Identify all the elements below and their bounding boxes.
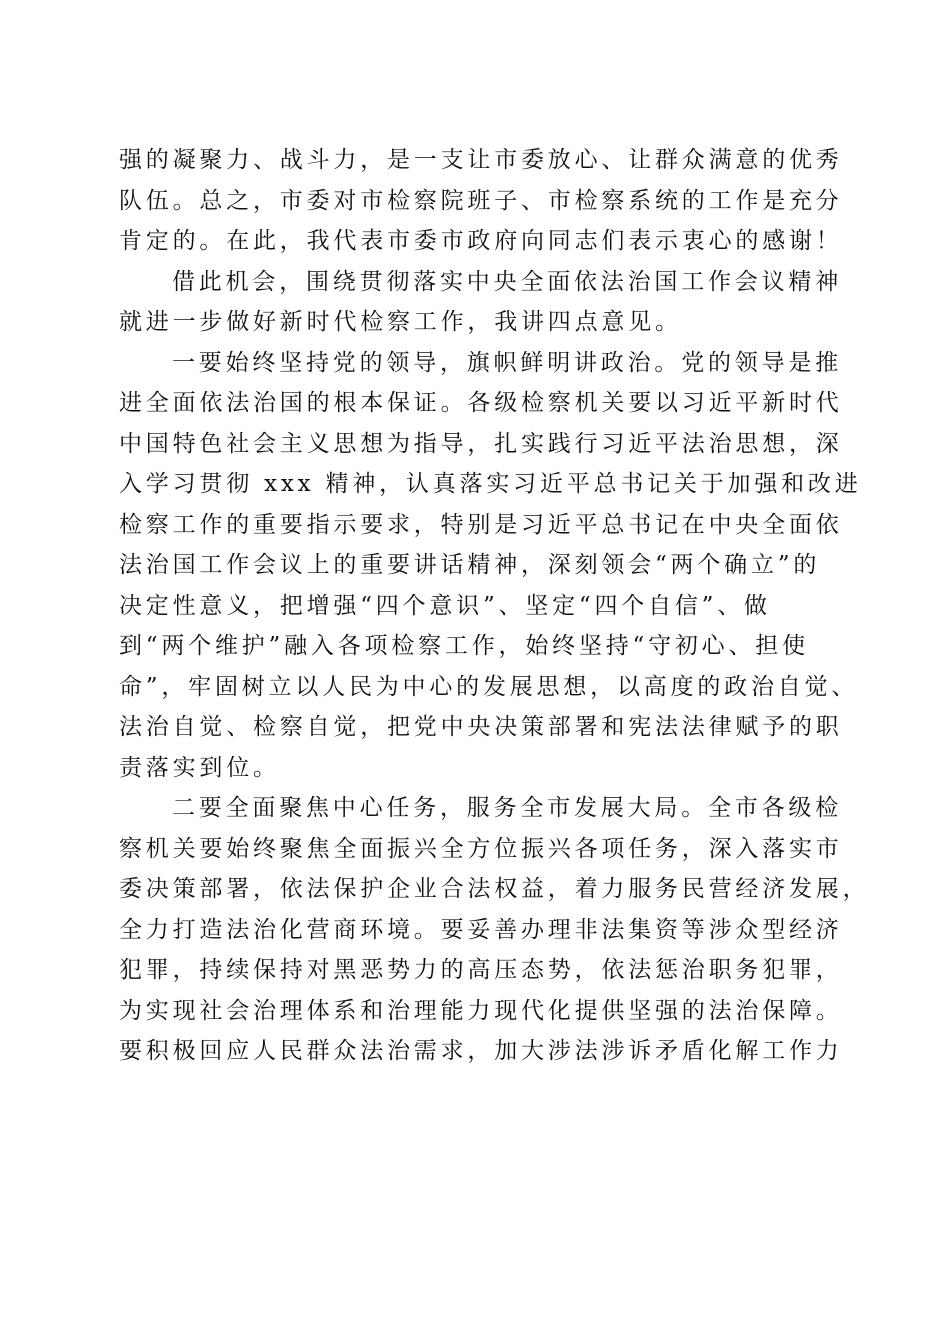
text-line-17: 二要全面聚焦中心任务，服务全市发展大局。全市各级检 [172, 795, 842, 821]
text-line-21: 犯罪，持续保持对黑恶势力的高压态势，依法惩治职务犯罪， [119, 957, 843, 983]
text-line-18: 察机关要始终聚焦全面振兴全方位振兴各项任务，深入落实市 [119, 835, 843, 862]
text-line-7: 进全面依法治国的根本保证。各级检察机关要以习近平新时代 [119, 390, 843, 416]
text-line-4: 借此机会，围绕贯彻落实中央全面依法治国工作会议精神 [172, 268, 842, 295]
text-line-10: 检察工作的重要指示要求，特别是习近平总书记在中央全面依 [119, 511, 843, 538]
text-line-15: 法治自觉、检察自觉，把党中央决策部署和宪法法律赋予的职 [119, 714, 843, 740]
text-line-13: 到“两个维护”融入各项检察工作，始终坚持“守初心、担使 [119, 633, 809, 659]
text-line-9: 入学习贯彻 xxx 精神，认真落实习近平总书记关于加强和改进 [119, 471, 862, 497]
text-line-11: 法治国工作会议上的重要讲话精神，深刻领会“两个确立”的 [119, 552, 821, 578]
text-line-23: 要积极回应人民群众法治需求，加大涉法涉诉矛盾化解工作力 [119, 1038, 843, 1064]
text-line-12: 决定性意义，把增强“四个意识”、坚定“四个自信”、做 [119, 592, 771, 619]
text-line-6: 一要始终坚持党的领导，旗帜鲜明讲政治。党的领导是推 [172, 349, 842, 376]
text-line-8: 中国特色社会主义思想为指导，扎实践行习近平法治思想，深 [119, 430, 843, 457]
text-line-14: 命”，牢固树立以人民为中心的发展思想，以高度的政治自觉、 [119, 673, 859, 700]
text-line-1: 强的凝聚力、战斗力，是一支让市委放心、让群众满意的优秀 [119, 147, 843, 173]
text-line-20: 全力打造法治化营商环境。要妥善办理非法集资等涉众型经济 [119, 916, 843, 943]
document-body [119, 140, 870, 1072]
text-line-3: 肯定的。在此，我代表市委市政府向同志们表示衷心的感谢！ [119, 228, 843, 254]
text-line-5: 就进一步做好新时代检察工作，我讲四点意见。 [119, 309, 682, 335]
text-line-2: 队伍。总之，市委对市检察院班子、市检察系统的工作是充分 [119, 187, 843, 214]
text-line-16: 责落实到位。 [119, 754, 280, 781]
text-line-19: 委决策部署，依法保护企业合法权益，着力服务民营经济发展， [119, 876, 870, 902]
text-line-22: 为实现社会治理体系和治理能力现代化提供坚强的法治保障。 [119, 997, 843, 1024]
